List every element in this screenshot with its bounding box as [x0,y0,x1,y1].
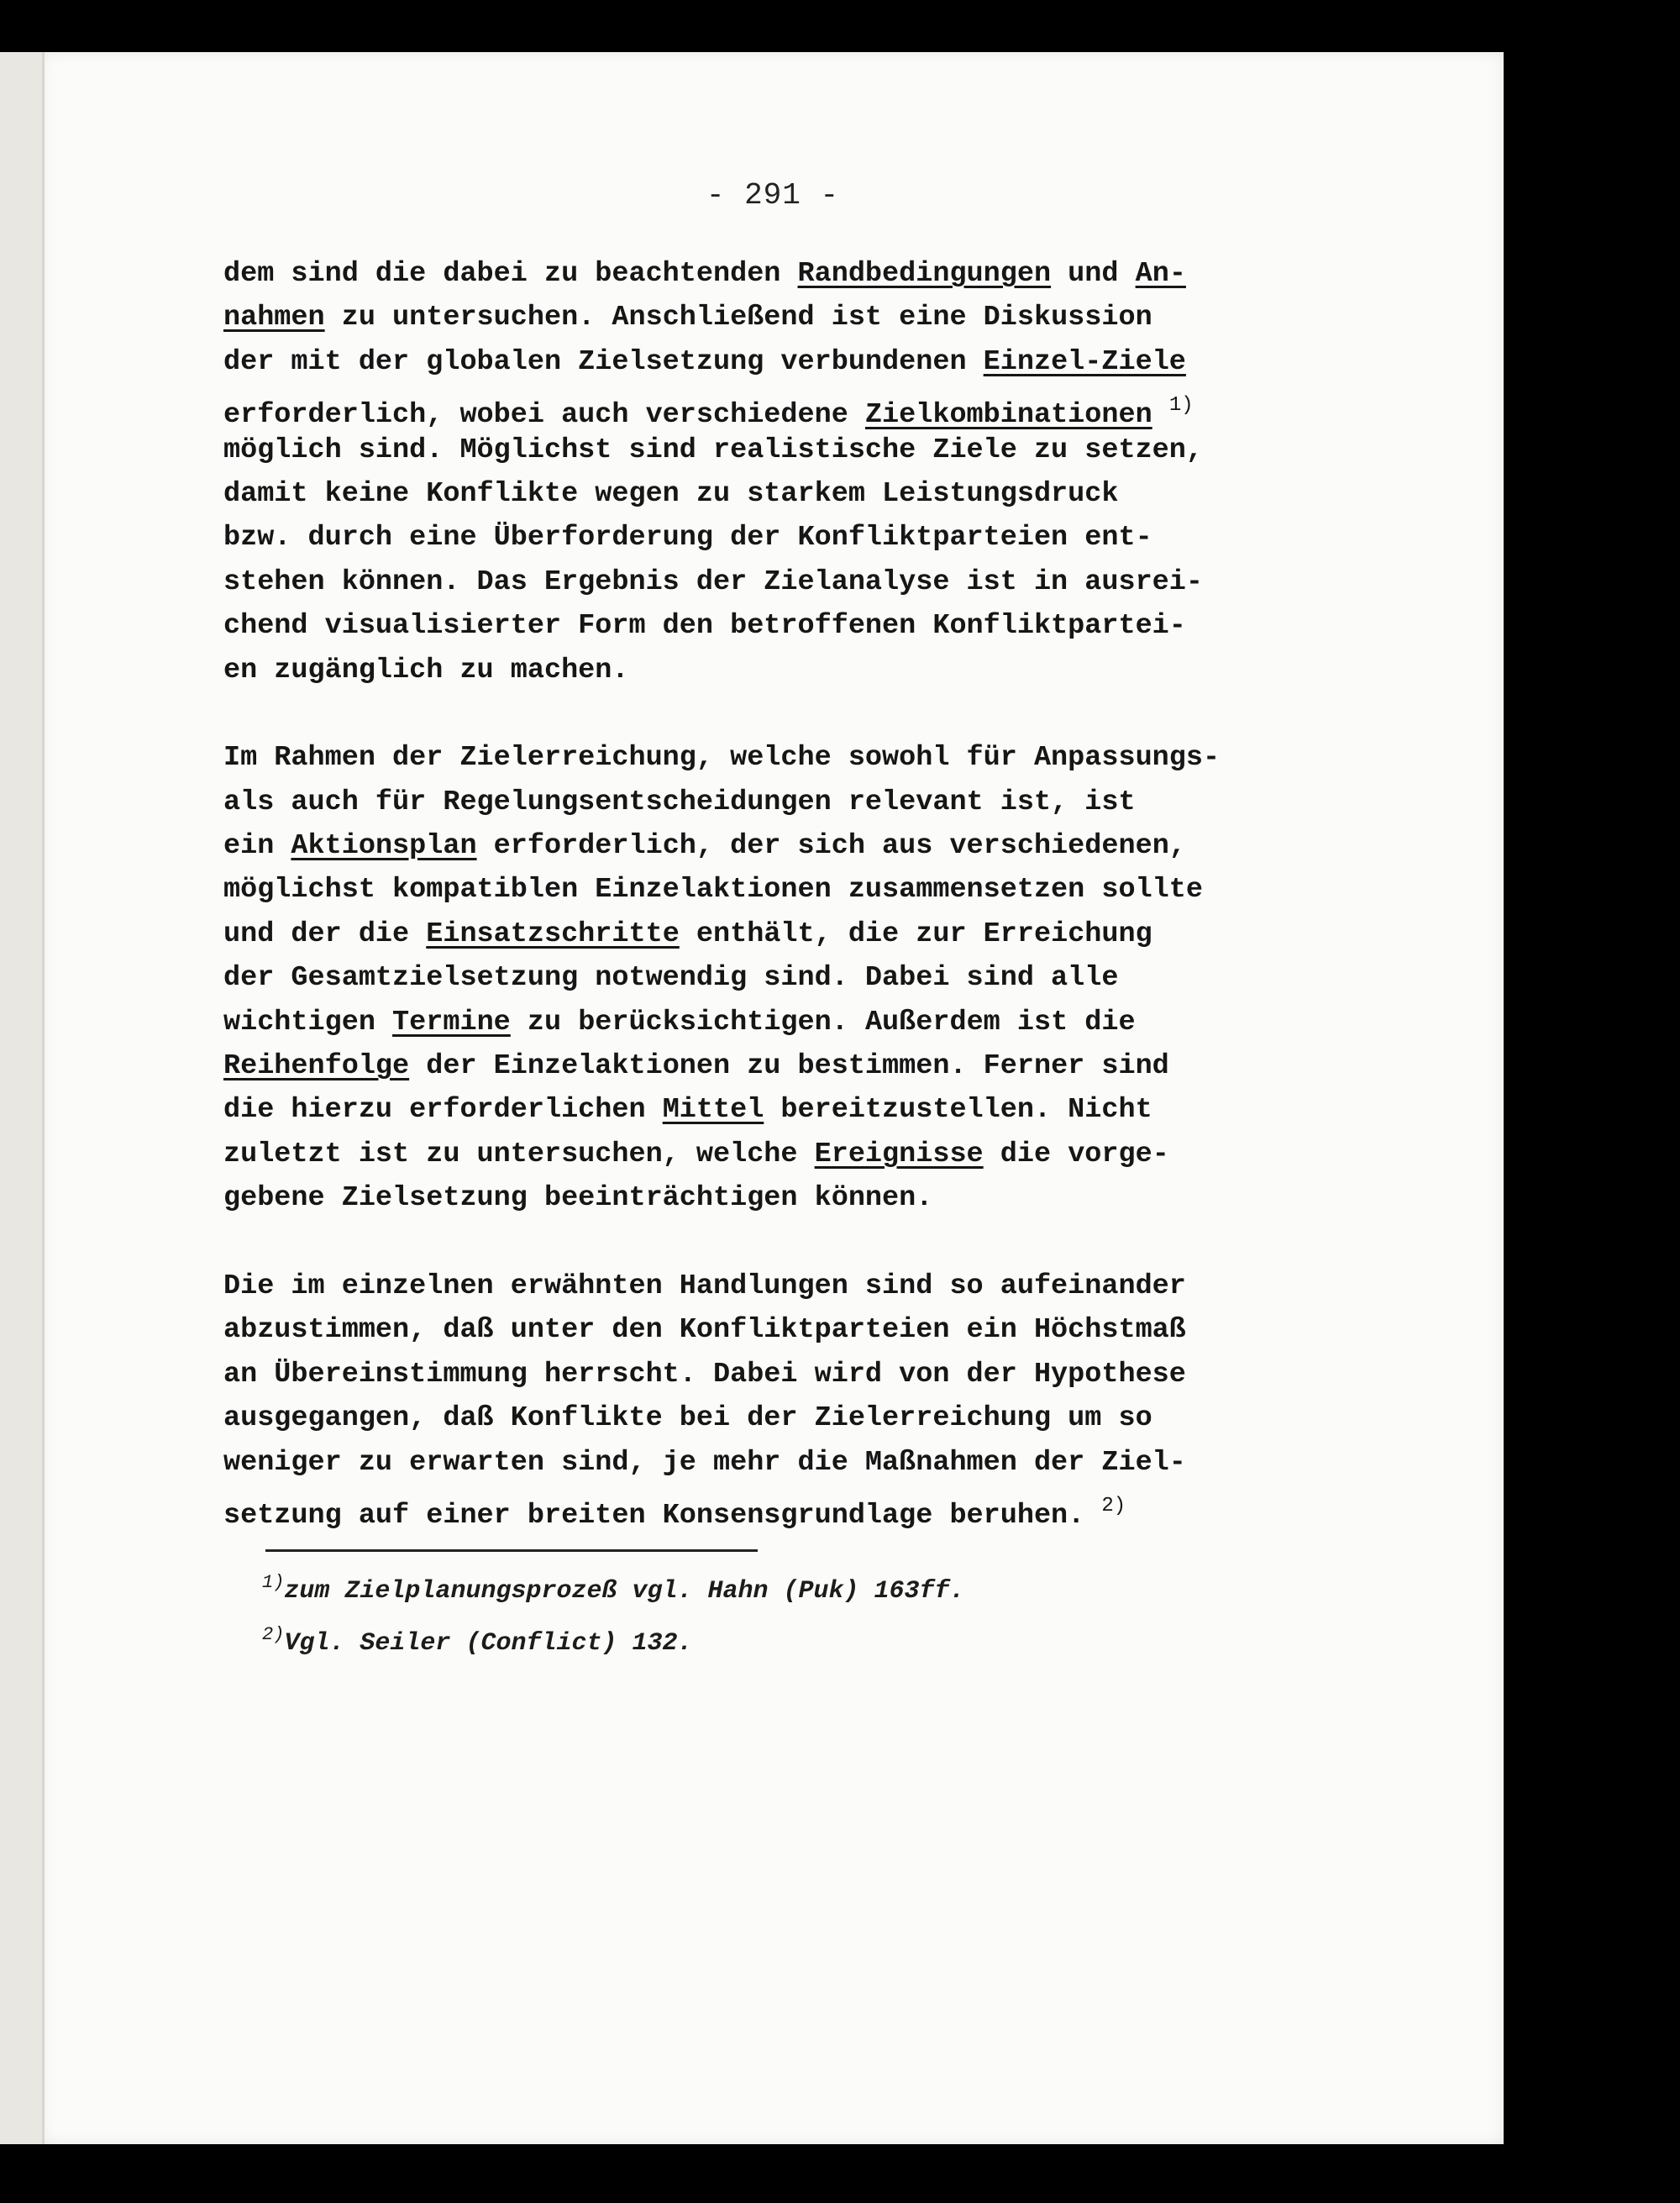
text-line [223,296,1332,339]
paragraph-gap [223,692,1332,736]
text-run: die hierzu erforderlichen [223,1094,663,1127]
text-run: erforderlich, wobei auch verschiedene [223,399,865,432]
footnote-mark: 2) [262,1624,285,1645]
text-line: chend visualisierter Form den betroffenen Konfliktpartei- [223,610,1186,643]
text-run: setzung auf einer breiten Konsensgrundlage beruhen. [223,1499,1085,1532]
text-line: stehen können. Das Ergebnis der Zielanalyse ist in ausrei- [223,565,1203,598]
text-line: weniger zu erwarten sind, je mehr die Maßnahmen der Ziel- [223,1446,1186,1479]
footnote-2 [262,1613,965,1665]
text-line: en zugänglich zu machen. [223,654,629,686]
text-line: damit keine Konflikte wegen zu starkem Leistungsdruck [223,477,1119,510]
text-line [223,824,1332,868]
text-run: enthält, die zur Erreichung [679,917,1152,950]
body-text [223,252,1332,1532]
footnote-text: Vgl. Seiler (Conflict) 132. [284,1629,693,1658]
text-run: wichtigen [223,1006,393,1038]
text-line: Im Rahmen der Zielerreichung, welche sowohl für Anpassungs- [223,742,1221,775]
footnote-mark: 1) [262,1572,285,1593]
text-line [223,384,1332,432]
footnotes [262,1561,965,1665]
text-line [223,1133,1332,1176]
text-line: der Gesamtzielsetzung notwendig sind. Dabei sind alle [223,962,1119,995]
underlined-term: Reihenfolge [223,1050,410,1083]
underlined-term: nahmen [223,302,325,334]
text-line: an Übereinstimmung herrscht. Dabei wird von der Hypothese [223,1358,1186,1391]
text-run: der Einzelaktionen zu bestimmen. Ferner sind [409,1050,1169,1083]
text-line: ausgegangen, daß Konflikte bei der Zielerreichung um so [223,1402,1152,1435]
text-line [223,1001,1332,1044]
text-line [223,1044,1332,1088]
footnote-marker: 2) [1101,1494,1126,1517]
underlined-term: Randbedingungen [797,258,1052,290]
text-run: und [1051,258,1136,290]
text-run: der mit der globalen Zielsetzung verbundenen [223,345,984,378]
text-line [223,912,1332,956]
page-number: - 291 - [706,178,840,213]
footnote-text: zum Zielplanungsprozeß vgl. Hahn (Puk) 163ff. [284,1577,965,1606]
text-line: als auch für Regelungsentscheidungen relevant ist, ist [223,786,1136,818]
text-line: bzw. durch eine Überforderung der Konfliktparteien ent- [223,522,1152,555]
underlined-term: Termine [392,1006,511,1038]
text-line: gebene Zielsetzung beeinträchtigen können. [223,1182,933,1215]
text-line [223,1485,1332,1532]
text-run: die vorge- [983,1138,1169,1170]
text-line: Die im einzelnen erwähnten Handlungen sind so aufeinander [223,1270,1186,1302]
text-line: möglichst kompatiblen Einzelaktionen zusammensetzen sollte [223,874,1203,907]
left-page-strip [0,52,42,2144]
underlined-term: Aktionsplan [291,830,477,863]
text-line: möglich sind. Möglichst sind realistische Ziele zu setzen, [223,434,1203,466]
footnote-marker: 1) [1168,394,1194,418]
text-line [223,252,1332,296]
text-run: zu untersuchen. Anschließend ist eine Diskussion [324,302,1152,334]
text-line: abzustimmen, daß unter den Konfliktparteien ein Höchstmaß [223,1314,1186,1347]
paragraph-gap [223,1221,1332,1264]
text-run: erforderlich, der sich aus verschiedenen, [476,830,1186,863]
underlined-term: Ereignisse [814,1138,984,1170]
underlined-term: Mittel [662,1094,764,1127]
underlined-term: An- [1135,258,1186,290]
text-line [223,1088,1332,1132]
text-run: und der die [223,917,427,950]
underlined-term: Einzel-Ziele [983,345,1186,378]
underlined-term: Einsatzschritte [426,917,680,950]
text-run: zuletzt ist zu untersuchen, welche [223,1138,815,1170]
page-edge [42,52,45,2144]
footnote-rule [265,1549,758,1552]
text-run: ein [223,830,291,863]
text-line [223,340,1332,384]
text-run: bereitzustellen. Nicht [764,1094,1152,1127]
footnote-1 [262,1561,965,1613]
text-run: dem sind die dabei zu beachtenden [223,258,798,290]
text-run: zu berücksichtigen. Außerdem ist die [510,1006,1136,1038]
underlined-term: Zielkombinationen [864,399,1152,432]
